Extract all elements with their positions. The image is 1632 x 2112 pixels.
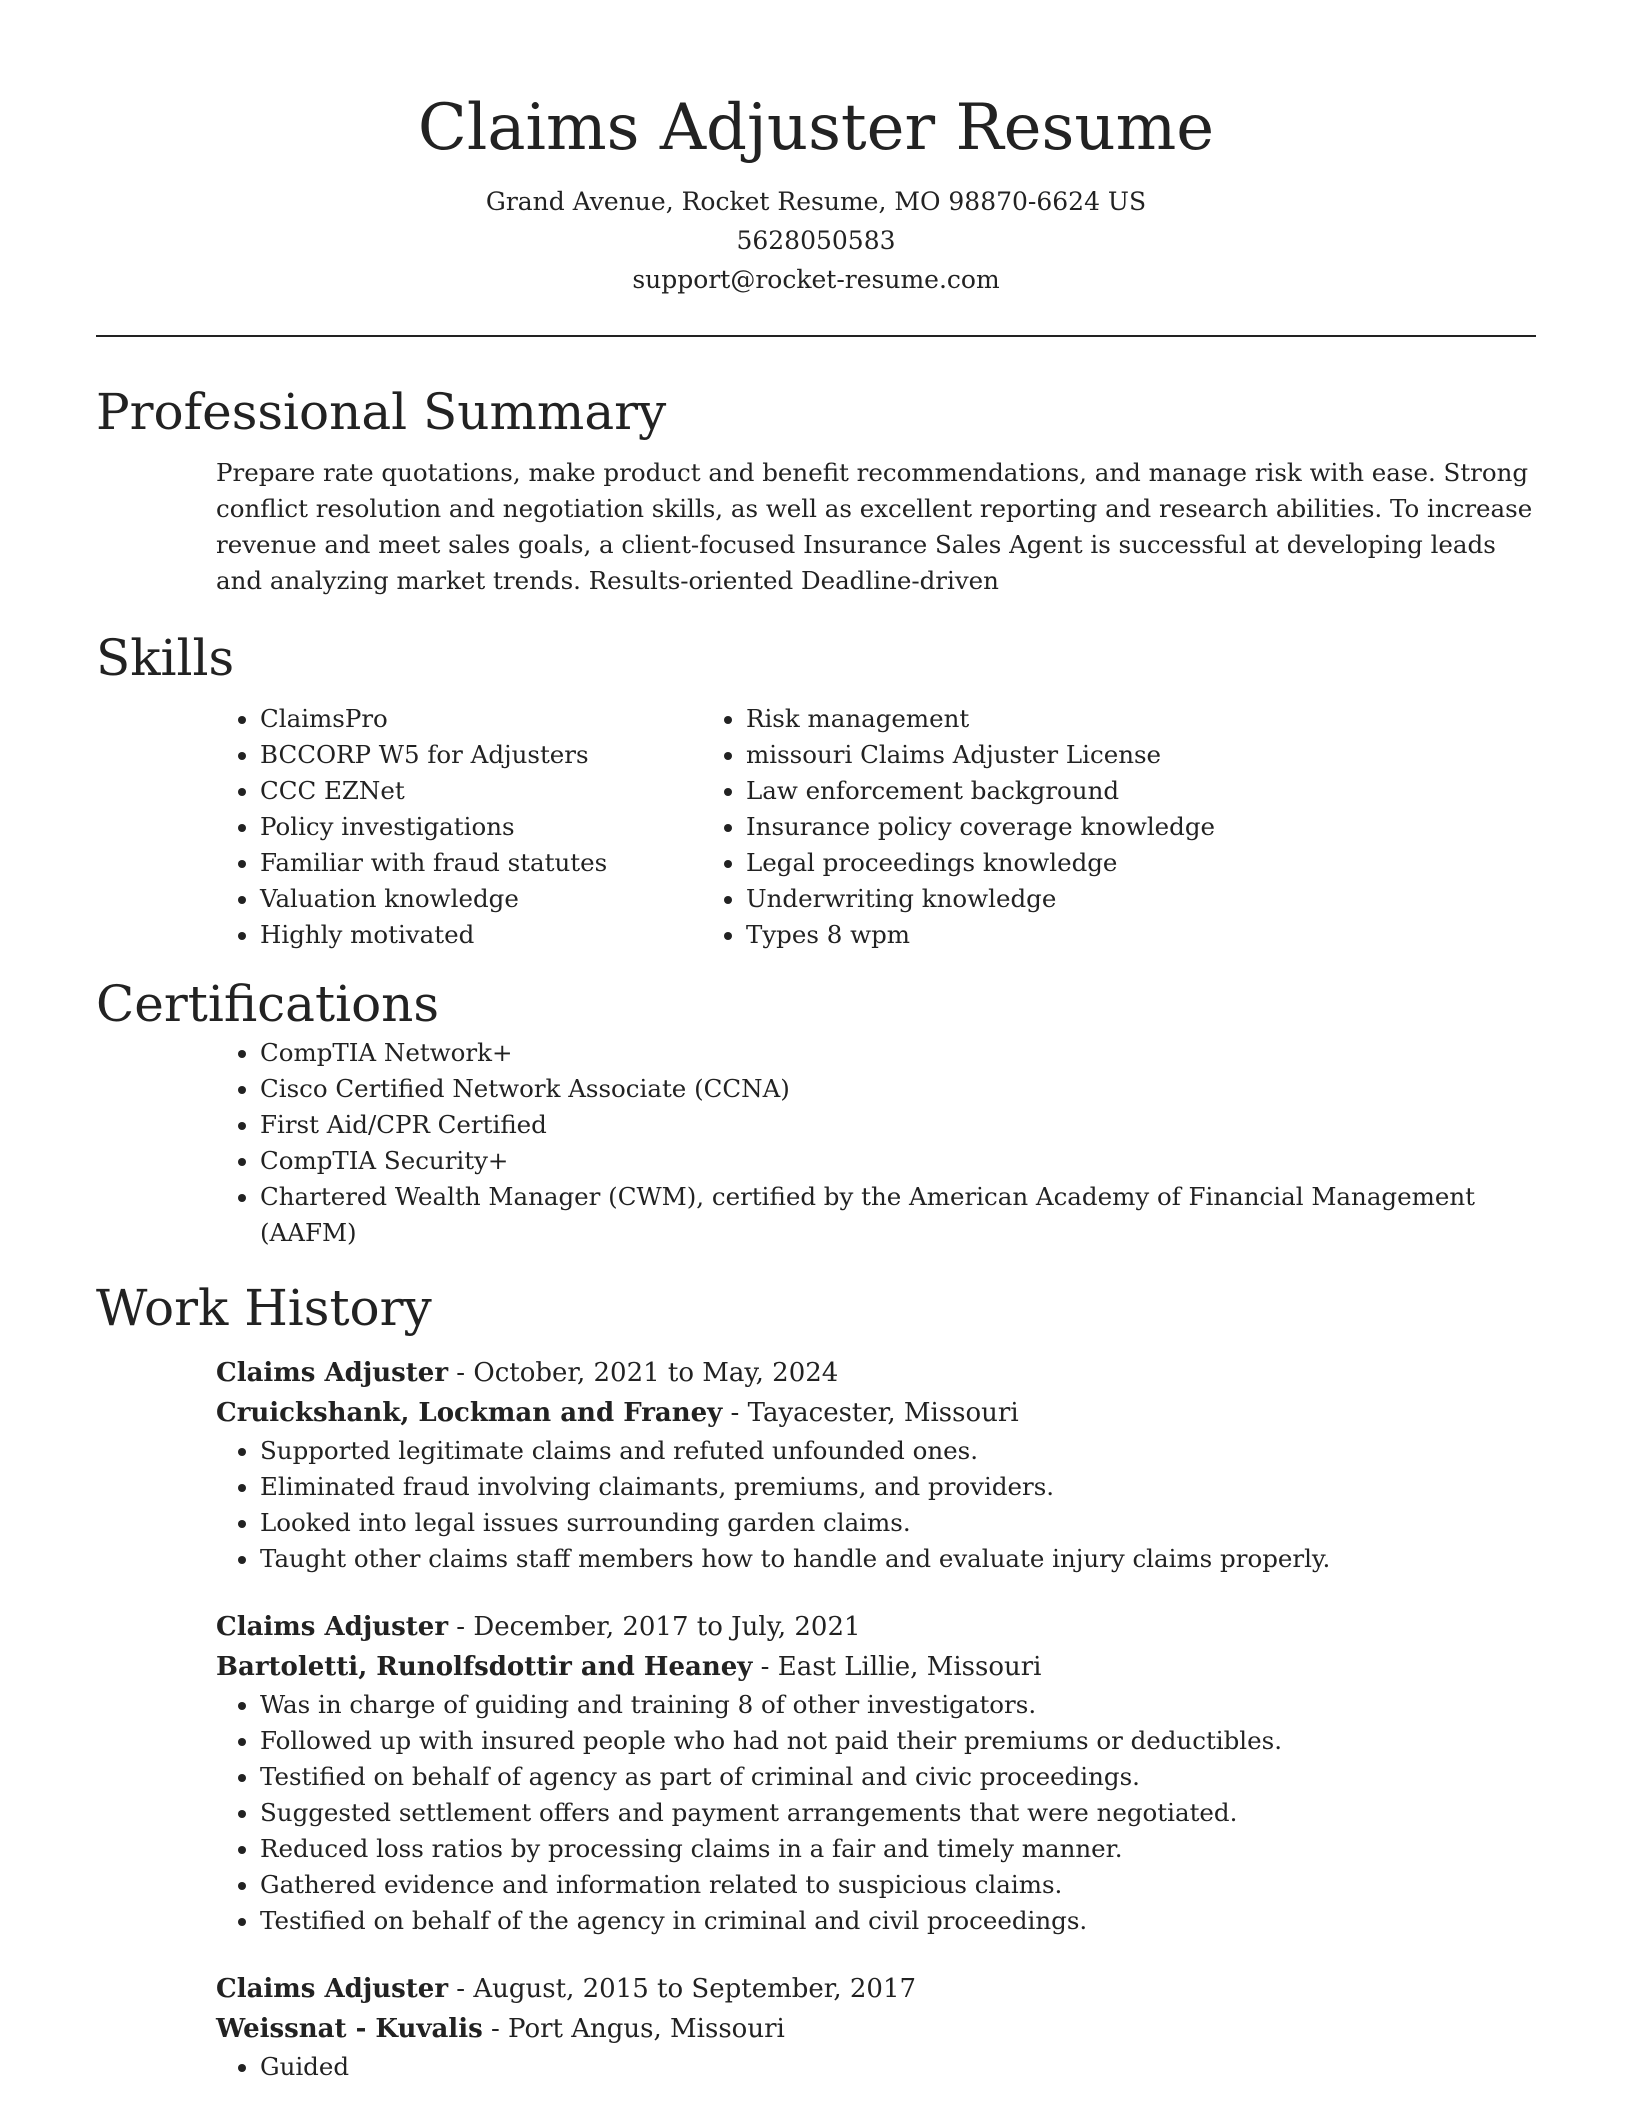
skill-item: • Familiar with fraud statutes <box>260 845 746 881</box>
job-dates: October, 2021 to May, 2024 <box>473 1358 839 1388</box>
skill-item: • ClaimsPro <box>260 701 746 737</box>
summary-text: Prepare rate quotations, make product and benefit recommendations, and manage risk with ease. Strong conflict resolution and negotiation skills, as well as excellent reporting and research abilities. To increase revenue and meet sales goals, a client-focused Insurance Sales Agent is successful at developing leads and analyzing market trends. Results-oriented Deadline-driven <box>216 458 1533 595</box>
job-duty: • Eliminated fraud involving claimants, premiums, and providers. <box>260 1469 1536 1505</box>
job-duties-list <box>96 1433 1536 1577</box>
work-history-heading: Work History <box>96 1279 432 1337</box>
job-duties-list <box>96 1687 1536 1939</box>
job-duty: • Taught other claims staff members how to handle and evaluate injury claims properly. <box>260 1541 1536 1577</box>
skills-heading: Skills <box>96 629 235 687</box>
skill-item: • Underwriting knowledge <box>746 881 1536 917</box>
job-duty: • Supported legitimate claims and refuted unfounded ones. <box>260 1433 1536 1469</box>
job-company: Weissnat - Kuvalis <box>216 2014 483 2044</box>
summary-heading: Professional Summary <box>96 383 667 441</box>
job-role: Claims Adjuster <box>216 1358 449 1388</box>
skill-item: • Types 8 wpm <box>746 917 1536 953</box>
job-title-line <box>96 1607 1536 1647</box>
job-title-line <box>96 1969 1536 2009</box>
skill-item: • Highly motivated <box>260 917 746 953</box>
resume-title: Claims Adjuster Resume <box>417 91 1215 165</box>
job-location: Tayacester, Missouri <box>747 1398 1019 1428</box>
job-duty: • Reduced loss ratios by processing claims in a fair and timely manner. <box>260 1831 1536 1867</box>
job-duty: • Looked into legal issues surrounding garden claims. <box>260 1505 1536 1541</box>
skill-item: • BCCORP W5 for Adjusters <box>260 737 746 773</box>
job-entry <box>96 1353 1536 1577</box>
job-role: Claims Adjuster <box>216 1974 449 2004</box>
job-company-line <box>96 1647 1536 1687</box>
job-duty: • Gathered evidence and information related to suspicious claims. <box>260 1867 1536 1903</box>
job-company-line <box>96 2009 1536 2049</box>
job-separator: - <box>722 1398 748 1428</box>
job-separator: - <box>448 1358 474 1388</box>
contact-address: Grand Avenue, Rocket Resume, MO 98870-6624 US <box>485 187 1147 216</box>
certifications-heading: Certifications <box>96 975 440 1033</box>
job-location: East Lillie, Missouri <box>777 1652 1042 1682</box>
skills-column-2 <box>746 701 1536 953</box>
header-divider <box>96 335 1536 337</box>
certification-item: • First Aid/CPR Certified <box>260 1107 1536 1143</box>
skill-item: • missouri Claims Adjuster License <box>746 737 1536 773</box>
skill-item: • Legal proceedings knowledge <box>746 845 1536 881</box>
certification-item: • CompTIA Network+ <box>260 1035 1536 1071</box>
job-title-line <box>96 1353 1536 1393</box>
contact-phone: 5628050583 <box>736 226 896 255</box>
resume-page <box>96 0 1536 2085</box>
job-company-line <box>96 1393 1536 1433</box>
job-dates: December, 2017 to July, 2021 <box>473 1612 861 1642</box>
job-separator: - <box>752 1652 778 1682</box>
job-duty: • Followed up with insured people who had not paid their premiums or deductibles. <box>260 1723 1536 1759</box>
skills-column-1 <box>96 701 746 953</box>
job-duty: • Testified on behalf of agency as part of criminal and civic proceedings. <box>260 1759 1536 1795</box>
summary-section <box>96 455 1536 599</box>
job-company: Bartoletti, Runolfsdottir and Heaney <box>216 1652 753 1682</box>
skill-item: • Valuation knowledge <box>260 881 746 917</box>
certification-item: • Cisco Certified Network Associate (CCNA) <box>260 1071 1536 1107</box>
job-duty: • Guided <box>260 2049 1536 2085</box>
skill-item: • Risk management <box>746 701 1536 737</box>
job-duty: • Testified on behalf of the agency in criminal and civil proceedings. <box>260 1903 1536 1939</box>
skill-item: • Law enforcement background <box>746 773 1536 809</box>
skill-item: • Insurance policy coverage knowledge <box>746 809 1536 845</box>
job-separator: - <box>448 1974 474 2004</box>
job-dates: August, 2015 to September, 2017 <box>473 1974 917 2004</box>
skills-grid <box>96 701 1536 953</box>
job-duty: • Was in charge of guiding and training 8 of other investigators. <box>260 1687 1536 1723</box>
contact-block <box>96 182 1536 299</box>
job-location: Port Angus, Missouri <box>508 2014 785 2044</box>
job-separator: - <box>448 1612 474 1642</box>
job-separator: - <box>482 2014 509 2044</box>
job-entry <box>96 1969 1536 2085</box>
skill-item: • CCC EZNet <box>260 773 746 809</box>
job-role: Claims Adjuster <box>216 1612 449 1642</box>
contact-email: support@rocket-resume.com <box>632 265 1000 294</box>
certification-item: • CompTIA Security+ <box>260 1143 1536 1179</box>
certification-item: • Chartered Wealth Manager (CWM), certified by the American Academy of Financial Management (AAFM) <box>260 1179 1536 1251</box>
job-duty: • Suggested settlement offers and payment arrangements that were negotiated. <box>260 1795 1536 1831</box>
job-duties-list <box>96 2049 1536 2085</box>
job-entry <box>96 1607 1536 1939</box>
certifications-list <box>96 1035 1536 1251</box>
resume-header <box>96 0 1536 299</box>
job-company: Cruickshank, Lockman and Franey <box>216 1398 723 1428</box>
skill-item: • Policy investigations <box>260 809 746 845</box>
